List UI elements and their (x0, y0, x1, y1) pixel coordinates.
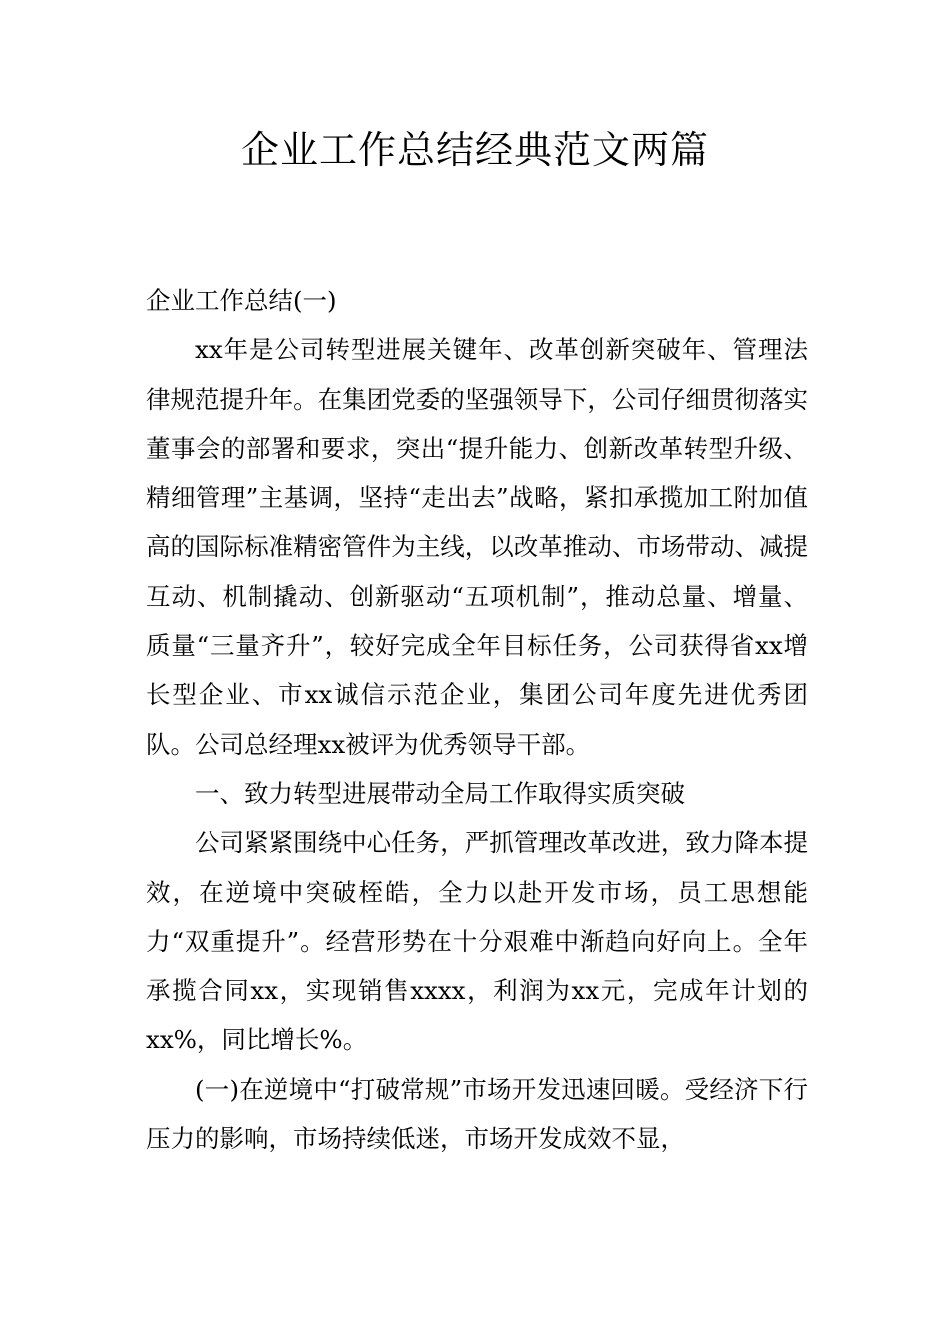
paragraph-intro: xx年是公司转型进展关键年、改革创新突破年、管理法律规范提升年。在集团党委的坚强领导下，公司仔细贯彻落实董事会的部署和要求，突出“提升能力、创新改革转型升级、精细管理”主基调，坚持“走出去”战略，紧扣承揽加工附加值高的国际标准精密管件为主线，以改革推动、市场带动、减提互动、机制撬动、创新驱动“五项机制”，推动总量、增量、质量“三量齐升”，较好完成全年目标任务，公司获得省xx增长型企业、市xx诚信示范企业，集团公司年度先进优秀团队。公司总经理xx被评为优秀领导干部。 (146, 335, 808, 759)
paragraph-performance: 公司紧紧围绕中心任务，严抓管理改革改进，致力降本提效，在逆境中突破桎皓，全力以赴开发市场，员工思想能力“双重提升”。经营形势在十分艰难中渐趋向好向上。全年承揽合同xx，实现销售xxxx，利润为xx元，完成年计划的xx%，同比增长%。 (146, 828, 808, 1055)
paragraph-market: (一)在逆境中“打破常规”市场开发迅速回暖。受经济下行压力的影响，市场持续低迷，市场开发成效不显， (146, 1074, 808, 1154)
section-heading: 企业工作总结(一) (146, 286, 337, 315)
subheading-one: 一、致力转型进展带动全局工作取得实质突破 (195, 778, 685, 808)
document-title: 企业工作总结经典范文两篇 (240, 128, 709, 172)
document-body (146, 276, 808, 1163)
